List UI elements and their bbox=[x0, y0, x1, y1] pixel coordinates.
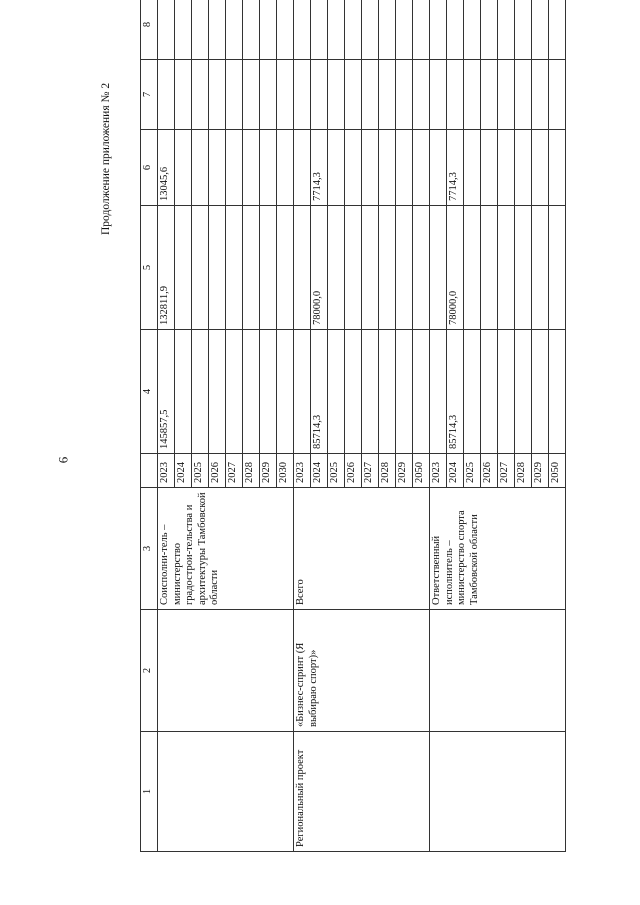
value-cell bbox=[379, 330, 396, 454]
value-cell bbox=[549, 330, 566, 454]
value-cell bbox=[481, 0, 498, 60]
value-cell bbox=[226, 60, 243, 130]
value-cell bbox=[413, 206, 430, 330]
value-cell bbox=[192, 60, 209, 130]
value-cell bbox=[226, 330, 243, 454]
value-cell bbox=[464, 0, 481, 60]
value-cell bbox=[260, 0, 277, 60]
value-cell bbox=[430, 0, 447, 60]
value-cell bbox=[209, 0, 226, 60]
value-cell bbox=[498, 330, 515, 454]
value-cell bbox=[447, 60, 464, 130]
value-cell bbox=[498, 130, 515, 206]
value-cell bbox=[549, 60, 566, 130]
year-cell: 2029 bbox=[396, 454, 413, 488]
header-cell: 2 bbox=[141, 610, 158, 732]
value-cell bbox=[294, 130, 311, 206]
year-cell: 2027 bbox=[362, 454, 379, 488]
value-cell bbox=[362, 130, 379, 206]
header-cell bbox=[141, 454, 158, 488]
value-cell bbox=[243, 206, 260, 330]
value-cell bbox=[294, 206, 311, 330]
value-cell: 13045,6 bbox=[158, 130, 175, 206]
executor-cell: Соисполни-тель – министерство градострои-тельства и архитектуры Тамбовской области bbox=[158, 488, 294, 610]
value-cell: 145857,5 bbox=[158, 330, 175, 454]
value-cell bbox=[481, 130, 498, 206]
value-cell bbox=[277, 206, 294, 330]
appendix-continuation-note: Продолжение приложения № 2 bbox=[100, 82, 112, 235]
year-cell: 2026 bbox=[345, 454, 362, 488]
value-cell bbox=[396, 60, 413, 130]
value-cell bbox=[192, 130, 209, 206]
year-cell: 2025 bbox=[464, 454, 481, 488]
value-cell: 85714,3 bbox=[311, 330, 328, 454]
header-cell: 8 bbox=[141, 0, 158, 60]
col2-cell bbox=[158, 610, 294, 732]
value-cell bbox=[532, 206, 549, 330]
table-row bbox=[158, 0, 175, 852]
value-cell bbox=[515, 330, 532, 454]
value-cell bbox=[345, 130, 362, 206]
year-cell: 2029 bbox=[260, 454, 277, 488]
value-cell bbox=[243, 0, 260, 60]
year-cell: 2024 bbox=[311, 454, 328, 488]
value-cell bbox=[498, 206, 515, 330]
value-cell: 7714,3 bbox=[311, 130, 328, 206]
value-cell bbox=[532, 130, 549, 206]
value-cell bbox=[192, 0, 209, 60]
value-cell bbox=[464, 206, 481, 330]
value-cell bbox=[209, 60, 226, 130]
value-cell bbox=[328, 330, 345, 454]
value-cell bbox=[379, 0, 396, 60]
value-cell bbox=[379, 130, 396, 206]
value-cell bbox=[396, 130, 413, 206]
value-cell bbox=[396, 206, 413, 330]
value-cell bbox=[260, 206, 277, 330]
value-cell bbox=[294, 60, 311, 130]
budget-table-rotated bbox=[140, 21, 570, 852]
value-cell bbox=[175, 206, 192, 330]
value-cell bbox=[226, 0, 243, 60]
value-cell bbox=[464, 330, 481, 454]
value-cell bbox=[515, 60, 532, 130]
value-cell bbox=[413, 0, 430, 60]
value-cell bbox=[464, 60, 481, 130]
year-cell: 2026 bbox=[209, 454, 226, 488]
value-cell bbox=[430, 206, 447, 330]
col2-cell bbox=[430, 610, 566, 732]
year-cell: 2029 bbox=[532, 454, 549, 488]
value-cell bbox=[243, 330, 260, 454]
value-cell bbox=[532, 0, 549, 60]
executor-cell: Ответственный исполнитель – министерство спорта Тамбовской области bbox=[430, 488, 566, 610]
value-cell bbox=[447, 0, 464, 60]
year-cell: 2024 bbox=[175, 454, 192, 488]
value-cell bbox=[549, 0, 566, 60]
year-cell: 2026 bbox=[481, 454, 498, 488]
header-cell: 4 bbox=[141, 330, 158, 454]
value-cell bbox=[481, 330, 498, 454]
value-cell bbox=[226, 206, 243, 330]
page-number: 6 bbox=[55, 456, 71, 464]
value-cell bbox=[532, 60, 549, 130]
header-cell: 7 bbox=[141, 60, 158, 130]
year-cell: 2027 bbox=[226, 454, 243, 488]
value-cell bbox=[175, 330, 192, 454]
value-cell bbox=[294, 330, 311, 454]
value-cell: 78000,0 bbox=[311, 206, 328, 330]
value-cell bbox=[396, 330, 413, 454]
value-cell bbox=[345, 330, 362, 454]
value-cell bbox=[413, 330, 430, 454]
value-cell bbox=[328, 60, 345, 130]
col1-cell bbox=[430, 732, 566, 852]
year-cell: 2027 bbox=[498, 454, 515, 488]
value-cell bbox=[413, 130, 430, 206]
value-cell bbox=[209, 206, 226, 330]
value-cell bbox=[192, 206, 209, 330]
value-cell bbox=[328, 0, 345, 60]
year-cell: 2023 bbox=[158, 454, 175, 488]
value-cell: 7714,3 bbox=[447, 130, 464, 206]
value-cell bbox=[175, 60, 192, 130]
value-cell bbox=[498, 60, 515, 130]
value-cell bbox=[243, 60, 260, 130]
year-cell: 2028 bbox=[515, 454, 532, 488]
value-cell bbox=[430, 60, 447, 130]
value-cell bbox=[396, 0, 413, 60]
value-cell bbox=[277, 130, 294, 206]
value-cell bbox=[192, 330, 209, 454]
year-cell: 2050 bbox=[413, 454, 430, 488]
value-cell bbox=[345, 206, 362, 330]
year-cell: 2023 bbox=[294, 454, 311, 488]
year-cell: 2030 bbox=[277, 454, 294, 488]
value-cell bbox=[362, 60, 379, 130]
value-cell bbox=[515, 130, 532, 206]
value-cell bbox=[549, 206, 566, 330]
value-cell bbox=[260, 130, 277, 206]
value-cell bbox=[515, 0, 532, 60]
year-cell: 2025 bbox=[192, 454, 209, 488]
value-cell bbox=[277, 0, 294, 60]
value-cell bbox=[277, 60, 294, 130]
header-cell: 1 bbox=[141, 732, 158, 852]
value-cell bbox=[175, 0, 192, 60]
table-row bbox=[294, 0, 311, 852]
header-cell: 5 bbox=[141, 206, 158, 330]
value-cell bbox=[209, 330, 226, 454]
value-cell bbox=[294, 0, 311, 60]
header-cell: 6 bbox=[141, 130, 158, 206]
header-row bbox=[141, 0, 158, 852]
value-cell bbox=[311, 0, 328, 60]
header-cell: 3 bbox=[141, 488, 158, 610]
value-cell bbox=[175, 130, 192, 206]
value-cell bbox=[481, 60, 498, 130]
value-cell bbox=[413, 60, 430, 130]
value-cell bbox=[430, 330, 447, 454]
value-cell bbox=[226, 130, 243, 206]
value-cell bbox=[481, 206, 498, 330]
year-cell: 2024 bbox=[447, 454, 464, 488]
year-cell: 2023 bbox=[430, 454, 447, 488]
year-cell: 2050 bbox=[549, 454, 566, 488]
value-cell: 85714,3 bbox=[447, 330, 464, 454]
value-cell bbox=[532, 330, 549, 454]
total-cell: Всего bbox=[294, 488, 430, 610]
year-cell: 2028 bbox=[243, 454, 260, 488]
value-cell bbox=[345, 0, 362, 60]
value-cell bbox=[260, 60, 277, 130]
value-cell bbox=[328, 130, 345, 206]
value-cell bbox=[158, 60, 175, 130]
project-name-cell: «Бизнес-спринт (Я выбираю спорт)» bbox=[294, 610, 430, 732]
value-cell bbox=[379, 60, 396, 130]
value-cell bbox=[311, 60, 328, 130]
value-cell bbox=[379, 206, 396, 330]
value-cell: 78000,0 bbox=[447, 206, 464, 330]
value-cell bbox=[498, 0, 515, 60]
value-cell: 132811,9 bbox=[158, 206, 175, 330]
value-cell bbox=[277, 330, 294, 454]
value-cell bbox=[362, 0, 379, 60]
value-cell bbox=[243, 130, 260, 206]
year-cell: 2025 bbox=[328, 454, 345, 488]
value-cell bbox=[209, 130, 226, 206]
value-cell bbox=[515, 206, 532, 330]
value-cell bbox=[328, 206, 345, 330]
project-type-cell: Региональный проект bbox=[294, 732, 430, 852]
value-cell bbox=[362, 330, 379, 454]
value-cell bbox=[430, 130, 447, 206]
value-cell bbox=[260, 330, 277, 454]
col1-cell bbox=[158, 732, 294, 852]
value-cell bbox=[362, 206, 379, 330]
value-cell bbox=[549, 130, 566, 206]
year-cell: 2028 bbox=[379, 454, 396, 488]
budget-table bbox=[140, 0, 566, 852]
value-cell bbox=[345, 60, 362, 130]
table-row bbox=[430, 0, 447, 852]
value-cell bbox=[464, 130, 481, 206]
value-cell bbox=[158, 0, 175, 60]
